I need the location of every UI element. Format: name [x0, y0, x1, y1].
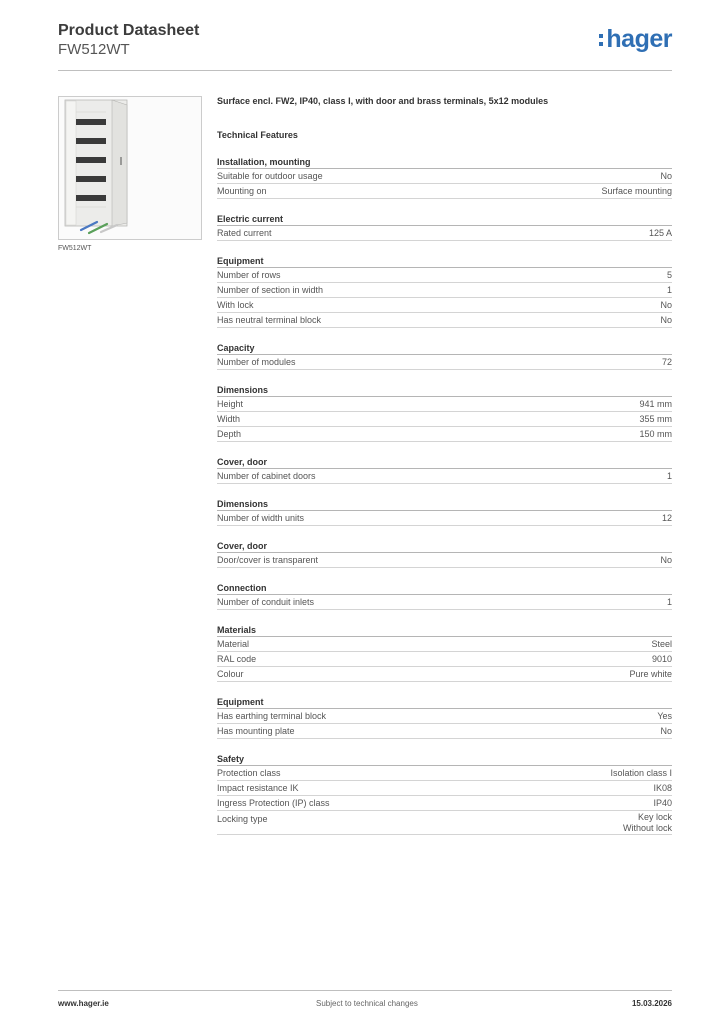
- spec-row: [217, 811, 672, 835]
- document-title: Product Datasheet: [58, 22, 200, 39]
- page-header: [58, 22, 672, 71]
- section-dimensions: [217, 384, 672, 442]
- spec-label: Width: [217, 414, 241, 424]
- technical-features-heading: Technical Features: [217, 130, 298, 140]
- spec-label: Rated current: [217, 228, 272, 238]
- spec-row: [217, 298, 672, 313]
- spec-label: Depth: [217, 429, 242, 439]
- section-title: Dimensions: [217, 498, 672, 511]
- spec-value: Steel: [651, 639, 672, 649]
- spec-value: 1: [666, 597, 672, 607]
- spec-value-line: Key lock: [637, 812, 672, 822]
- section-cover-door: [217, 540, 672, 568]
- section-equipment: [217, 255, 672, 328]
- section-title: Cover, door: [217, 540, 672, 553]
- spec-label: Mounting on: [217, 186, 267, 196]
- spec-row: [217, 427, 672, 442]
- spec-value: Pure white: [629, 669, 672, 679]
- spec-row: [217, 283, 672, 298]
- spec-label: Has earthing terminal block: [217, 711, 327, 721]
- spec-label: Material: [217, 639, 250, 649]
- spec-value: 72: [661, 357, 672, 367]
- section-title: Cover, door: [217, 456, 672, 469]
- spec-label: Colour: [217, 669, 244, 679]
- section-title: Equipment: [217, 255, 672, 268]
- logo-colon-icon: [599, 34, 603, 46]
- spec-row: [217, 469, 672, 484]
- spec-label: Number of rows: [217, 270, 281, 280]
- spec-value: 12: [661, 513, 672, 523]
- spec-row: [217, 652, 672, 667]
- section-cover-door: [217, 456, 672, 484]
- page-footer: [58, 990, 672, 1011]
- spec-value: Isolation class I: [610, 768, 672, 778]
- spec-row: [217, 637, 672, 652]
- spec-row: [217, 268, 672, 283]
- spec-label: Door/cover is transparent: [217, 555, 319, 565]
- spec-label: Impact resistance IK: [217, 783, 299, 793]
- product-description: Surface encl. FW2, IP40, class I, with door and brass terminals, 5x12 modules: [217, 96, 549, 106]
- spec-row: [217, 595, 672, 610]
- spec-value: IK08: [653, 783, 672, 793]
- footer-date: 15.03.2026: [631, 999, 672, 1008]
- spec-value: 1: [666, 285, 672, 295]
- spec-value: 1: [666, 471, 672, 481]
- spec-label: Has mounting plate: [217, 726, 295, 736]
- spec-label: Has neutral terminal block: [217, 315, 322, 325]
- hager-logo: [599, 27, 672, 52]
- spec-row: [217, 766, 672, 781]
- spec-value: Yes: [657, 711, 672, 721]
- section-title: Electric current: [217, 213, 672, 226]
- section-title: Connection: [217, 582, 672, 595]
- spec-label: Number of cabinet doors: [217, 471, 316, 481]
- spec-row: [217, 724, 672, 739]
- spec-row: [217, 412, 672, 427]
- spec-row: [217, 313, 672, 328]
- spec-row: [217, 709, 672, 724]
- spec-row: [217, 169, 672, 184]
- section-installation-mounting: [217, 156, 672, 199]
- spec-value: No: [660, 555, 672, 565]
- section-connection: [217, 582, 672, 610]
- image-caption: FW512WT: [58, 245, 92, 252]
- section-capacity: [217, 342, 672, 370]
- spec-value: 125 A: [648, 228, 672, 238]
- spec-label: Number of modules: [217, 357, 296, 367]
- section-title: Materials: [217, 624, 672, 637]
- product-code: FW512WT: [58, 41, 130, 58]
- section-materials: [217, 624, 672, 682]
- spec-row: [217, 226, 672, 241]
- spec-row: [217, 796, 672, 811]
- section-title: Installation, mounting: [217, 156, 672, 169]
- spec-value: No: [660, 726, 672, 736]
- footer-website-link[interactable]: www.hager.ie: [58, 999, 109, 1008]
- spec-value: [623, 812, 672, 834]
- section-title: Capacity: [217, 342, 672, 355]
- section-title: Dimensions: [217, 384, 672, 397]
- spec-value: 9010: [651, 654, 672, 664]
- spec-row: [217, 355, 672, 370]
- spec-label: With lock: [217, 300, 254, 310]
- spec-label: Locking type: [217, 814, 268, 824]
- spec-row: [217, 184, 672, 199]
- section-title: Equipment: [217, 696, 672, 709]
- spec-row: [217, 781, 672, 796]
- spec-row: [217, 667, 672, 682]
- spec-label: Height: [217, 399, 244, 409]
- spec-row: [217, 397, 672, 412]
- section-safety: [217, 753, 672, 835]
- section-title: Safety: [217, 753, 672, 766]
- product-image: [58, 96, 202, 240]
- spec-value: 941 mm: [639, 399, 672, 409]
- spec-label: Number of section in width: [217, 285, 324, 295]
- spec-value: 355 mm: [639, 414, 672, 424]
- spec-value-line: Without lock: [622, 823, 672, 833]
- spec-label: Protection class: [217, 768, 281, 778]
- spec-value: 150 mm: [639, 429, 672, 439]
- spec-label: Ingress Protection (IP) class: [217, 798, 330, 808]
- spec-label: Suitable for outdoor usage: [217, 171, 323, 181]
- spec-value: 5: [666, 270, 672, 280]
- spec-value: No: [660, 300, 672, 310]
- section-dimensions: [217, 498, 672, 526]
- section-equipment: [217, 696, 672, 739]
- logo-text: hager: [606, 25, 672, 53]
- spec-value: No: [660, 315, 672, 325]
- spec-row: [217, 511, 672, 526]
- enclosure-illustration: [59, 97, 201, 239]
- section-electric-current: [217, 213, 672, 241]
- spec-row: [217, 553, 672, 568]
- datasheet-content: [217, 96, 672, 835]
- spec-value: IP40: [653, 798, 672, 808]
- spec-label: Number of conduit inlets: [217, 597, 315, 607]
- spec-value: Surface mounting: [601, 186, 672, 196]
- footer-note: Subject to technical changes: [316, 999, 418, 1008]
- spec-label: Number of width units: [217, 513, 305, 523]
- spec-value: No: [660, 171, 672, 181]
- spec-label: RAL code: [217, 654, 257, 664]
